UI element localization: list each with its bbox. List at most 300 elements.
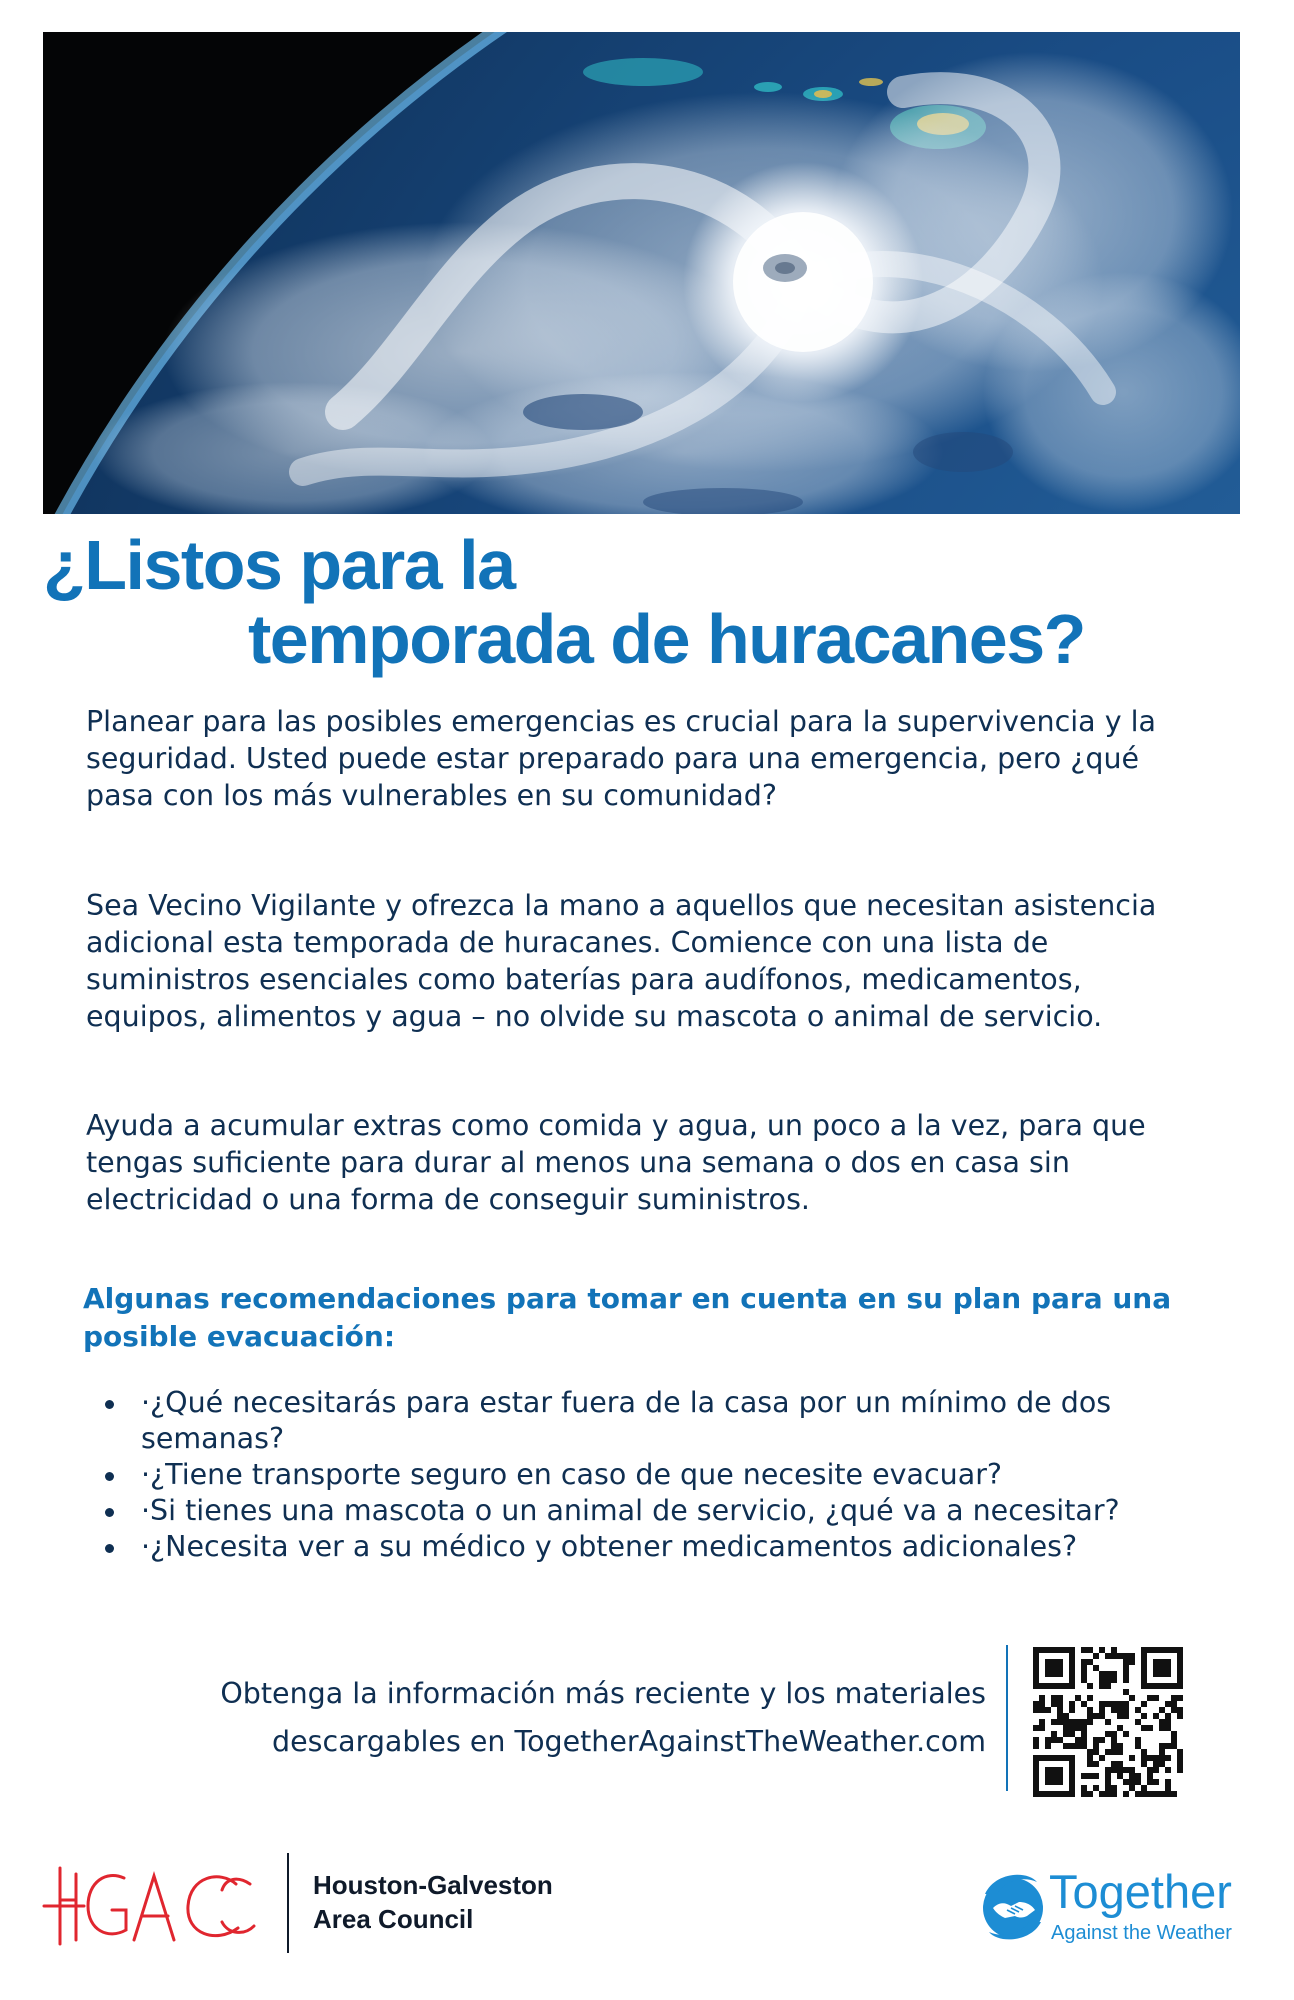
qr-module bbox=[1117, 1725, 1123, 1731]
qr-module bbox=[1057, 1695, 1063, 1701]
qr-module bbox=[1069, 1731, 1075, 1737]
qr-module bbox=[1051, 1737, 1057, 1743]
qr-module bbox=[1105, 1773, 1111, 1779]
qr-module bbox=[1171, 1731, 1177, 1737]
qr-module bbox=[1057, 1737, 1063, 1743]
qr-module bbox=[1033, 1779, 1039, 1785]
qr-module bbox=[1033, 1725, 1039, 1731]
qr-module bbox=[1045, 1791, 1051, 1797]
qr-module bbox=[1033, 1773, 1039, 1779]
qr-module bbox=[1093, 1737, 1099, 1743]
qr-module bbox=[1093, 1713, 1099, 1719]
qr-module bbox=[1171, 1737, 1177, 1743]
qr-module bbox=[1129, 1773, 1135, 1779]
qr-module bbox=[1069, 1677, 1075, 1683]
cta-divider bbox=[1006, 1645, 1008, 1791]
qr-module bbox=[1051, 1671, 1057, 1677]
qr-module bbox=[1081, 1677, 1087, 1683]
qr-module bbox=[1141, 1725, 1147, 1731]
qr-module bbox=[1111, 1749, 1117, 1755]
qr-module bbox=[1069, 1779, 1075, 1785]
qr-module bbox=[1117, 1773, 1123, 1779]
qr-module bbox=[1087, 1719, 1093, 1725]
qr-module bbox=[1099, 1791, 1105, 1797]
qr-module bbox=[1099, 1707, 1105, 1713]
qr-module bbox=[1159, 1659, 1165, 1665]
qr-module bbox=[1141, 1713, 1147, 1719]
qr-module bbox=[1147, 1683, 1153, 1689]
qr-module bbox=[1057, 1773, 1063, 1779]
qr-module bbox=[1147, 1647, 1153, 1653]
hgac-name-line-2: Area Council bbox=[313, 1904, 474, 1934]
qr-module bbox=[1117, 1767, 1123, 1773]
qr-module bbox=[1099, 1677, 1105, 1683]
qr-module bbox=[1093, 1653, 1099, 1659]
qr-module bbox=[1081, 1731, 1087, 1737]
qr-module bbox=[1135, 1737, 1141, 1743]
qr-module bbox=[1159, 1683, 1165, 1689]
qr-module bbox=[1165, 1647, 1171, 1653]
qr-module bbox=[1033, 1737, 1039, 1743]
qr-module bbox=[1153, 1695, 1159, 1701]
qr-module bbox=[1069, 1785, 1075, 1791]
qr-module bbox=[1033, 1659, 1039, 1665]
hurricane-handshake-icon bbox=[975, 1868, 1051, 1944]
qr-module bbox=[1081, 1773, 1087, 1779]
cta-line-2[interactable]: descargables en TogetherAgainstTheWeather.com bbox=[272, 1725, 986, 1758]
qr-module bbox=[1075, 1719, 1081, 1725]
qr-module bbox=[1093, 1761, 1099, 1767]
qr-module bbox=[1039, 1695, 1045, 1701]
qr-module bbox=[1159, 1707, 1165, 1713]
qr-module bbox=[1159, 1743, 1165, 1749]
qr-module bbox=[1165, 1671, 1171, 1677]
qr-module bbox=[1057, 1713, 1063, 1719]
qr-module bbox=[1069, 1671, 1075, 1677]
qr-module bbox=[1177, 1659, 1183, 1665]
list-item: ·¿Necesita ver a su médico y obtener medicamentos adicionales? bbox=[86, 1529, 1206, 1565]
qr-module bbox=[1105, 1683, 1111, 1689]
qr-module bbox=[1129, 1695, 1135, 1701]
qr-module bbox=[1135, 1779, 1141, 1785]
qr-module bbox=[1087, 1755, 1093, 1761]
qr-module bbox=[1123, 1671, 1129, 1677]
qr-module bbox=[1081, 1659, 1087, 1665]
qr-module bbox=[1093, 1665, 1099, 1671]
qr-module bbox=[1165, 1785, 1171, 1791]
qr-module bbox=[1105, 1677, 1111, 1683]
qr-module bbox=[1045, 1647, 1051, 1653]
qr-module bbox=[1087, 1761, 1093, 1767]
qr-module bbox=[1135, 1743, 1141, 1749]
qr-module bbox=[1033, 1743, 1039, 1749]
qr-module bbox=[1123, 1767, 1129, 1773]
qr-module bbox=[1063, 1731, 1069, 1737]
qr-module bbox=[1147, 1779, 1153, 1785]
qr-module bbox=[1111, 1677, 1117, 1683]
qr-module bbox=[1147, 1695, 1153, 1701]
qr-module bbox=[1057, 1779, 1063, 1785]
qr-module bbox=[1177, 1665, 1183, 1671]
cta-text bbox=[86, 1670, 986, 1766]
qr-module bbox=[1051, 1695, 1057, 1701]
qr-module bbox=[1129, 1755, 1135, 1761]
qr-module bbox=[1051, 1665, 1057, 1671]
qr-module bbox=[1171, 1743, 1177, 1749]
qr-module bbox=[1147, 1725, 1153, 1731]
qr-module bbox=[1075, 1743, 1081, 1749]
supplies-paragraph: Ayuda a acumular extras como comida y agua, un poco a la vez, para que tengas suficiente para durar al menos una semana o dos en casa sin electricidad o una forma de conseguir suministros. bbox=[86, 1109, 1146, 1216]
qr-module bbox=[1069, 1725, 1075, 1731]
qr-module bbox=[1039, 1707, 1045, 1713]
qr-module bbox=[1081, 1791, 1087, 1797]
qr-module bbox=[1123, 1779, 1129, 1785]
qr-module bbox=[1111, 1731, 1117, 1737]
qr-module bbox=[1159, 1791, 1165, 1797]
qr-module bbox=[1063, 1713, 1069, 1719]
qr-module bbox=[1141, 1647, 1147, 1653]
qr-module bbox=[1153, 1767, 1159, 1773]
qr-module bbox=[1039, 1683, 1045, 1689]
qr-module bbox=[1177, 1707, 1183, 1713]
qr-module bbox=[1141, 1755, 1147, 1761]
qr-module bbox=[1045, 1779, 1051, 1785]
qr-module bbox=[1123, 1791, 1129, 1797]
qr-module bbox=[1141, 1791, 1147, 1797]
qr-module bbox=[1087, 1773, 1093, 1779]
qr-module bbox=[1123, 1731, 1129, 1737]
qr-module bbox=[1051, 1731, 1057, 1737]
qr-module bbox=[1165, 1665, 1171, 1671]
qr-module bbox=[1045, 1767, 1051, 1773]
qr-module bbox=[1081, 1785, 1087, 1791]
qr-module bbox=[1177, 1713, 1183, 1719]
list-item: ·¿Tiene transporte seguro en caso de que necesite evacuar? bbox=[86, 1457, 1206, 1493]
tatw-tagline: Against the Weather bbox=[1051, 1922, 1232, 1944]
hgac-name bbox=[313, 1868, 553, 1936]
qr-module bbox=[1057, 1647, 1063, 1653]
qr-module bbox=[1045, 1665, 1051, 1671]
qr-module bbox=[1159, 1749, 1165, 1755]
qr-module bbox=[1039, 1791, 1045, 1797]
qr-module bbox=[1153, 1665, 1159, 1671]
qr-module bbox=[1165, 1767, 1171, 1773]
qr-module bbox=[1159, 1761, 1165, 1767]
qr-module bbox=[1141, 1785, 1147, 1791]
page-title bbox=[43, 528, 1243, 676]
qr-module bbox=[1123, 1659, 1129, 1665]
qr-module bbox=[1117, 1761, 1123, 1767]
hgac-divider bbox=[287, 1853, 289, 1953]
qr-module bbox=[1177, 1647, 1183, 1653]
qr-module bbox=[1111, 1701, 1117, 1707]
qr-module bbox=[1117, 1701, 1123, 1707]
qr-module bbox=[1081, 1701, 1087, 1707]
qr-module bbox=[1111, 1791, 1117, 1797]
qr-module bbox=[1099, 1701, 1105, 1707]
qr-module bbox=[1105, 1653, 1111, 1659]
qr-module bbox=[1147, 1755, 1153, 1761]
qr-module bbox=[1057, 1791, 1063, 1797]
qr-module bbox=[1033, 1701, 1039, 1707]
qr-module bbox=[1159, 1647, 1165, 1653]
qr-module bbox=[1153, 1713, 1159, 1719]
qr-module bbox=[1135, 1773, 1141, 1779]
qr-module bbox=[1051, 1647, 1057, 1653]
neighbor-paragraph: Sea Vecino Vigilante y ofrezca la mano a aquellos que necesitan asistencia adicional esta temporada de huracanes. Comience con una lista de suministros esenciales como baterías para audífonos, medicamentos, equipos, alimentos y agua – no olvide su mascota o animal de servicio. bbox=[86, 889, 1157, 1033]
qr-module bbox=[1057, 1671, 1063, 1677]
hgac-name-line-1: Houston-Galveston bbox=[313, 1870, 553, 1900]
qr-module bbox=[1087, 1695, 1093, 1701]
recommendations-heading: Algunas recomendaciones para tomar en cuenta en su plan para una posible evacuación: bbox=[83, 1282, 1172, 1353]
qr-module bbox=[1165, 1725, 1171, 1731]
qr-module bbox=[1045, 1773, 1051, 1779]
qr-module bbox=[1051, 1773, 1057, 1779]
qr-module bbox=[1171, 1647, 1177, 1653]
qr-module bbox=[1135, 1719, 1141, 1725]
qr-module bbox=[1069, 1743, 1075, 1749]
qr-module bbox=[1147, 1767, 1153, 1773]
qr-module bbox=[1033, 1653, 1039, 1659]
qr-module bbox=[1123, 1665, 1129, 1671]
qr-module bbox=[1057, 1659, 1063, 1665]
qr-module bbox=[1051, 1701, 1057, 1707]
qr-module bbox=[1141, 1677, 1147, 1683]
qr-module bbox=[1123, 1689, 1129, 1695]
qr-module bbox=[1051, 1755, 1057, 1761]
qr-module bbox=[1141, 1659, 1147, 1665]
qr-module bbox=[1039, 1725, 1045, 1731]
qr-module bbox=[1063, 1755, 1069, 1761]
qr-module bbox=[1111, 1647, 1117, 1653]
qr-module bbox=[1165, 1683, 1171, 1689]
qr-module bbox=[1033, 1791, 1039, 1797]
qr-module bbox=[1087, 1659, 1093, 1665]
qr-module bbox=[1123, 1707, 1129, 1713]
qr-module bbox=[1045, 1683, 1051, 1689]
qr-module bbox=[1153, 1755, 1159, 1761]
qr-module bbox=[1087, 1791, 1093, 1797]
qr-module bbox=[1033, 1785, 1039, 1791]
qr-module bbox=[1087, 1647, 1093, 1653]
qr-module bbox=[1123, 1701, 1129, 1707]
qr-module bbox=[1069, 1755, 1075, 1761]
qr-module bbox=[1105, 1791, 1111, 1797]
qr-module bbox=[1045, 1659, 1051, 1665]
tatw-wordmark: Together bbox=[1049, 1865, 1232, 1918]
list-item: ·Si tienes una mascota o un animal de servicio, ¿qué va a necesitar? bbox=[86, 1493, 1206, 1529]
qr-module bbox=[1063, 1647, 1069, 1653]
qr-module bbox=[1153, 1779, 1159, 1785]
qr-code-icon[interactable] bbox=[1033, 1647, 1183, 1797]
qr-module bbox=[1177, 1767, 1183, 1773]
qr-module bbox=[1159, 1755, 1165, 1761]
qr-module bbox=[1069, 1761, 1075, 1767]
qr-module bbox=[1111, 1671, 1117, 1677]
qr-module bbox=[1141, 1653, 1147, 1659]
qr-module bbox=[1051, 1791, 1057, 1797]
qr-module bbox=[1099, 1671, 1105, 1677]
qr-module bbox=[1165, 1719, 1171, 1725]
qr-module bbox=[1135, 1791, 1141, 1797]
hgac-logo-icon bbox=[40, 1860, 265, 1946]
qr-module bbox=[1171, 1707, 1177, 1713]
qr-module bbox=[1117, 1743, 1123, 1749]
hurricane-illustration bbox=[43, 32, 1240, 514]
qr-module bbox=[1039, 1647, 1045, 1653]
qr-module bbox=[1129, 1659, 1135, 1665]
qr-module bbox=[1177, 1653, 1183, 1659]
qr-module bbox=[1177, 1671, 1183, 1677]
qr-module bbox=[1057, 1719, 1063, 1725]
qr-module bbox=[1075, 1725, 1081, 1731]
qr-module bbox=[1093, 1749, 1099, 1755]
qr-module bbox=[1045, 1707, 1051, 1713]
qr-module bbox=[1051, 1767, 1057, 1773]
qr-module bbox=[1033, 1767, 1039, 1773]
qr-module bbox=[1177, 1677, 1183, 1683]
qr-module bbox=[1033, 1671, 1039, 1677]
qr-module bbox=[1141, 1683, 1147, 1689]
qr-module bbox=[1159, 1725, 1165, 1731]
qr-module bbox=[1069, 1665, 1075, 1671]
qr-module bbox=[1123, 1677, 1129, 1683]
qr-module bbox=[1141, 1749, 1147, 1755]
qr-module bbox=[1165, 1659, 1171, 1665]
qr-module bbox=[1099, 1647, 1105, 1653]
qr-module bbox=[1171, 1701, 1177, 1707]
qr-module bbox=[1105, 1779, 1111, 1785]
qr-module bbox=[1063, 1791, 1069, 1797]
qr-module bbox=[1057, 1701, 1063, 1707]
qr-module bbox=[1165, 1779, 1171, 1785]
qr-module bbox=[1153, 1647, 1159, 1653]
qr-module bbox=[1093, 1773, 1099, 1779]
qr-module bbox=[1069, 1707, 1075, 1713]
qr-module bbox=[1111, 1653, 1117, 1659]
qr-module bbox=[1033, 1665, 1039, 1671]
qr-module bbox=[1033, 1647, 1039, 1653]
qr-module bbox=[1033, 1761, 1039, 1767]
qr-module bbox=[1051, 1779, 1057, 1785]
qr-module bbox=[1033, 1707, 1039, 1713]
qr-module bbox=[1159, 1671, 1165, 1677]
qr-module bbox=[1105, 1767, 1111, 1773]
qr-module bbox=[1135, 1707, 1141, 1713]
qr-module bbox=[1033, 1677, 1039, 1683]
qr-module bbox=[1177, 1761, 1183, 1767]
qr-module bbox=[1051, 1719, 1057, 1725]
qr-module bbox=[1105, 1749, 1111, 1755]
qr-module bbox=[1165, 1791, 1171, 1797]
qr-module bbox=[1177, 1695, 1183, 1701]
qr-module bbox=[1075, 1737, 1081, 1743]
qr-module bbox=[1057, 1665, 1063, 1671]
qr-module bbox=[1105, 1719, 1111, 1725]
qr-module bbox=[1063, 1725, 1069, 1731]
qr-module bbox=[1111, 1767, 1117, 1773]
qr-module bbox=[1117, 1713, 1123, 1719]
title-line-1: ¿Listos para la bbox=[43, 526, 515, 604]
qr-module bbox=[1177, 1749, 1183, 1755]
qr-module bbox=[1141, 1761, 1147, 1767]
qr-module bbox=[1165, 1713, 1171, 1719]
qr-module bbox=[1069, 1647, 1075, 1653]
qr-module bbox=[1087, 1749, 1093, 1755]
qr-module bbox=[1141, 1701, 1147, 1707]
qr-module bbox=[1123, 1713, 1129, 1719]
qr-module bbox=[1177, 1683, 1183, 1689]
qr-module bbox=[1045, 1671, 1051, 1677]
qr-module bbox=[1045, 1743, 1051, 1749]
qr-module bbox=[1153, 1761, 1159, 1767]
qr-module bbox=[1087, 1707, 1093, 1713]
qr-module bbox=[1111, 1743, 1117, 1749]
cta-line-1: Obtenga la información más reciente y los materiales bbox=[220, 1677, 986, 1710]
qr-module bbox=[1153, 1791, 1159, 1797]
qr-module bbox=[1081, 1743, 1087, 1749]
qr-module bbox=[1117, 1707, 1123, 1713]
qr-module bbox=[1153, 1659, 1159, 1665]
qr-module bbox=[1081, 1737, 1087, 1743]
qr-module bbox=[1063, 1719, 1069, 1725]
qr-module bbox=[1171, 1695, 1177, 1701]
qr-module bbox=[1081, 1647, 1087, 1653]
qr-module bbox=[1039, 1719, 1045, 1725]
qr-module bbox=[1171, 1683, 1177, 1689]
qr-module bbox=[1129, 1653, 1135, 1659]
qr-module bbox=[1165, 1743, 1171, 1749]
qr-module bbox=[1093, 1785, 1099, 1791]
qr-module bbox=[1177, 1755, 1183, 1761]
qr-module bbox=[1159, 1719, 1165, 1725]
qr-module bbox=[1063, 1683, 1069, 1689]
qr-module bbox=[1081, 1671, 1087, 1677]
qr-module bbox=[1069, 1773, 1075, 1779]
qr-module bbox=[1111, 1785, 1117, 1791]
qr-module bbox=[1057, 1707, 1063, 1713]
qr-module bbox=[1099, 1737, 1105, 1743]
qr-module bbox=[1099, 1683, 1105, 1689]
qr-module bbox=[1033, 1683, 1039, 1689]
qr-module bbox=[1045, 1755, 1051, 1761]
qr-module bbox=[1111, 1737, 1117, 1743]
hurricane-satellite-image bbox=[43, 32, 1240, 514]
qr-module bbox=[1057, 1755, 1063, 1761]
qr-module bbox=[1171, 1791, 1177, 1797]
qr-module bbox=[1141, 1671, 1147, 1677]
qr-module bbox=[1069, 1719, 1075, 1725]
qr-module bbox=[1111, 1707, 1117, 1713]
qr-module bbox=[1165, 1701, 1171, 1707]
qr-module bbox=[1069, 1653, 1075, 1659]
qr-module bbox=[1087, 1713, 1093, 1719]
qr-module bbox=[1105, 1731, 1111, 1737]
qr-module bbox=[1141, 1665, 1147, 1671]
qr-module bbox=[1051, 1683, 1057, 1689]
qr-module bbox=[1069, 1683, 1075, 1689]
qr-module bbox=[1105, 1701, 1111, 1707]
intro-paragraph: Planear para las posibles emergencias es crucial para la supervivencia y la seguridad. Usted puede estar preparado para una emergencia, pero ¿qué pasa con los más vulnerables en su comunidad? bbox=[86, 705, 1157, 812]
qr-module bbox=[1039, 1701, 1045, 1707]
qr-module bbox=[1129, 1767, 1135, 1773]
qr-module bbox=[1081, 1725, 1087, 1731]
qr-module bbox=[1069, 1767, 1075, 1773]
qr-module bbox=[1099, 1755, 1105, 1761]
title-line-2: temporada de huracanes? bbox=[248, 600, 1085, 678]
qr-module bbox=[1153, 1683, 1159, 1689]
qr-module bbox=[1165, 1755, 1171, 1761]
